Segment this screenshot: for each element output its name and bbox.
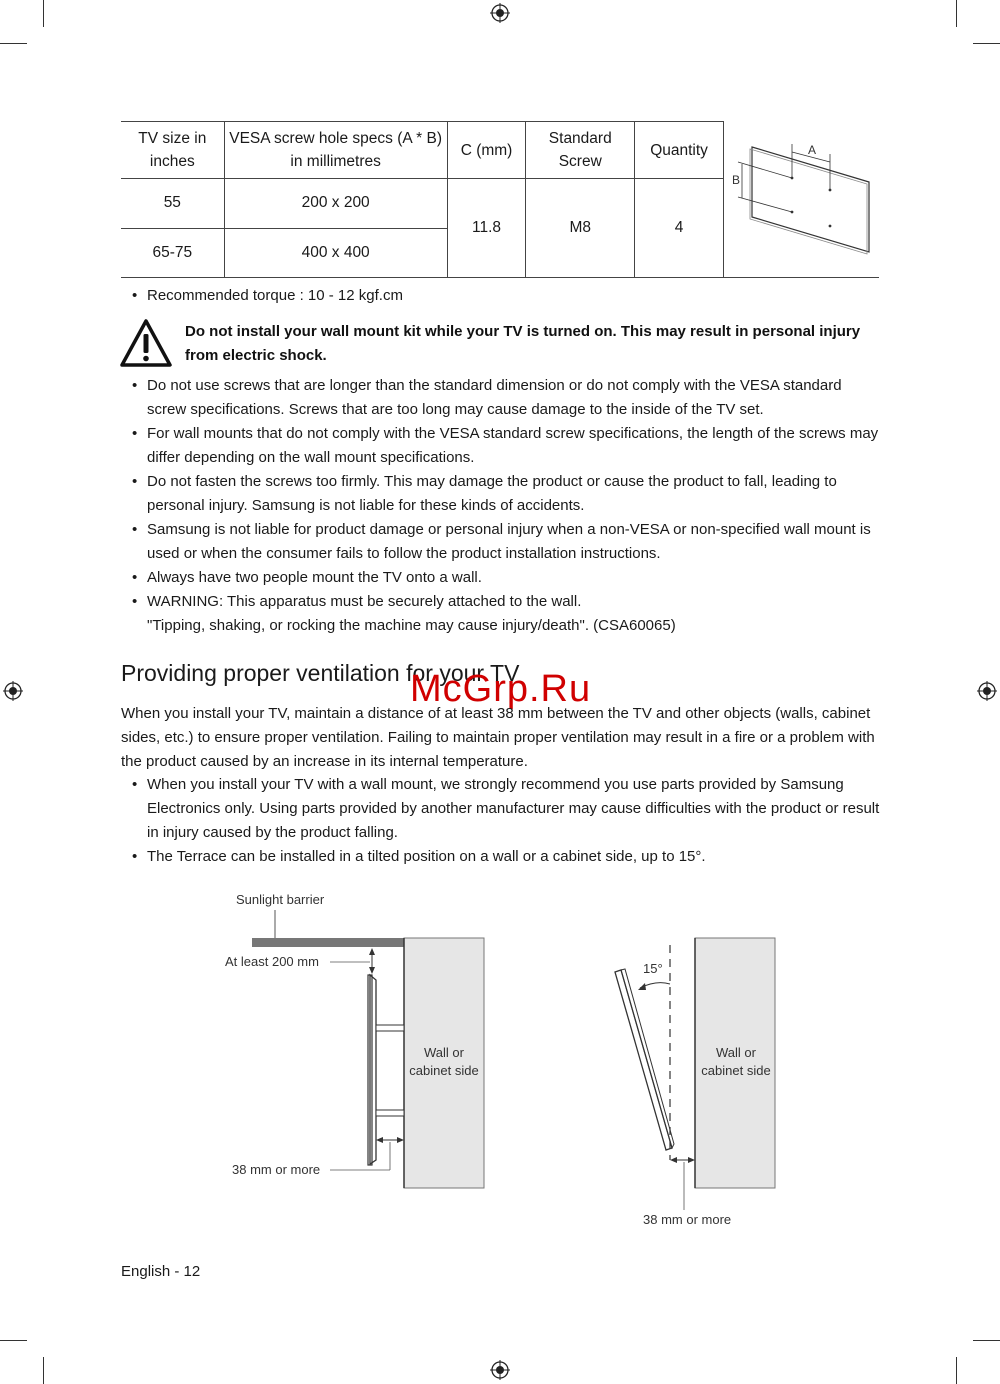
warning-text: Do not install your wall mount kit while your TV is turned on. This may result in personal injury from electric shock. <box>185 323 861 364</box>
torque-list <box>121 284 881 308</box>
cell-size: 55 <box>121 179 224 229</box>
list-item: • Always have two people mount the TV onto a wall. <box>132 569 482 586</box>
list-item: • Do not fasten the screws too firmly. This may damage the product or cause the product to fall, leading to personal injury. Samsung is not liable for these kinds of accidents. <box>132 473 837 514</box>
cell-size: 65-75 <box>121 228 224 277</box>
registration-mark-icon <box>977 681 997 701</box>
vesa-diagram-cell <box>724 122 880 278</box>
list-item: • The Terrace can be installed in a tilted position on a wall or a cabinet side, up to 15°. <box>132 848 706 865</box>
list-item: • Do not use screws that are longer than the standard dimension or do not comply with the VESA standard screw specifications. Screws that are too long may cause damage to the inside of the TV set. <box>132 377 842 418</box>
sunlight-barrier-label: Sunlight barrier <box>236 892 325 907</box>
page-footer: English - 12 <box>121 1263 201 1280</box>
caution-list <box>121 374 881 638</box>
crop-mark <box>956 1357 957 1384</box>
dimension-a-label: A <box>808 142 817 157</box>
cell-vesa: 400 x 400 <box>224 228 447 277</box>
header-standard-screw: Standard Screw <box>526 122 635 179</box>
list-item: • For wall mounts that do not comply with the VESA standard screw specifications, the length of the screws may differ depending on the wall mount specifications. <box>132 425 879 466</box>
list-item: • Samsung is not liable for product damage or personal injury when a non-VESA or non-specified wall mount is used or when the consumer fails to follow the product installation instructions. <box>132 521 871 562</box>
header-vesa: VESA screw hole specs (A * B) in millimetres <box>224 122 447 179</box>
clearance-label-right: 38 mm or more <box>643 1212 732 1227</box>
tilt-angle-label: 15° <box>643 961 663 976</box>
wall-label-left: Wall or cabinet side <box>409 1045 479 1078</box>
clearance-label-left: 38 mm or more <box>232 1162 321 1177</box>
crop-mark <box>43 0 44 27</box>
sunlight-barrier <box>252 938 404 947</box>
list-item: • When you install your TV with a wall mount, we strongly recommend you use parts provided by Samsung Electronics only. Using parts provided by another manufacturer may cause difficulties with the product or result in injury caused by the product falling. <box>132 776 880 841</box>
registration-mark-icon <box>490 1360 510 1380</box>
vesa-hole-diagram <box>724 122 879 277</box>
registration-mark-icon <box>3 681 23 701</box>
wall-label-right: Wall or cabinet side <box>701 1045 771 1078</box>
cell-screw-value: M8 <box>526 179 635 278</box>
registration-mark-icon <box>490 3 510 23</box>
header-c-mm: C (mm) <box>447 122 526 179</box>
watermark: McGrp.Ru <box>410 668 592 710</box>
crop-mark <box>43 1357 44 1384</box>
header-tv-size: TV size in inches <box>121 122 224 179</box>
min-200mm-label: At least 200 mm <box>225 954 319 969</box>
table-header-row <box>121 122 879 179</box>
section-paragraph: When you install your TV, maintain a distance of at least 38 mm between the TV and other objects (walls, cabinet sides, etc.) to ensure proper ventilation. Failing to maintain proper ventilation may result in a fire or a problem with the product caused by an increase in its internal temperature. <box>121 705 875 770</box>
crop-mark <box>956 0 957 27</box>
crop-mark <box>0 43 27 44</box>
vesa-spec-table <box>121 121 879 278</box>
crop-mark <box>973 1340 1000 1341</box>
ventilation-list <box>121 773 881 869</box>
cell-vesa: 200 x 200 <box>224 179 447 229</box>
crop-mark <box>0 1340 27 1341</box>
list-item: • WARNING: This apparatus must be securely attached to the wall. "Tipping, shaking, or rocking the machine may cause injury/death". (CSA60065) <box>132 593 676 634</box>
header-quantity: Quantity <box>635 122 724 179</box>
crop-mark <box>973 43 1000 44</box>
section-title: Providing proper ventilation for your TV <box>121 660 520 686</box>
warning-triangle-icon <box>120 318 172 368</box>
cell-c-value: 11.8 <box>447 179 526 278</box>
dimension-b-label: B <box>732 172 741 187</box>
cell-quantity-value: 4 <box>635 179 724 278</box>
list-item: • Recommended torque : 10 - 12 kgf.cm <box>132 287 403 304</box>
